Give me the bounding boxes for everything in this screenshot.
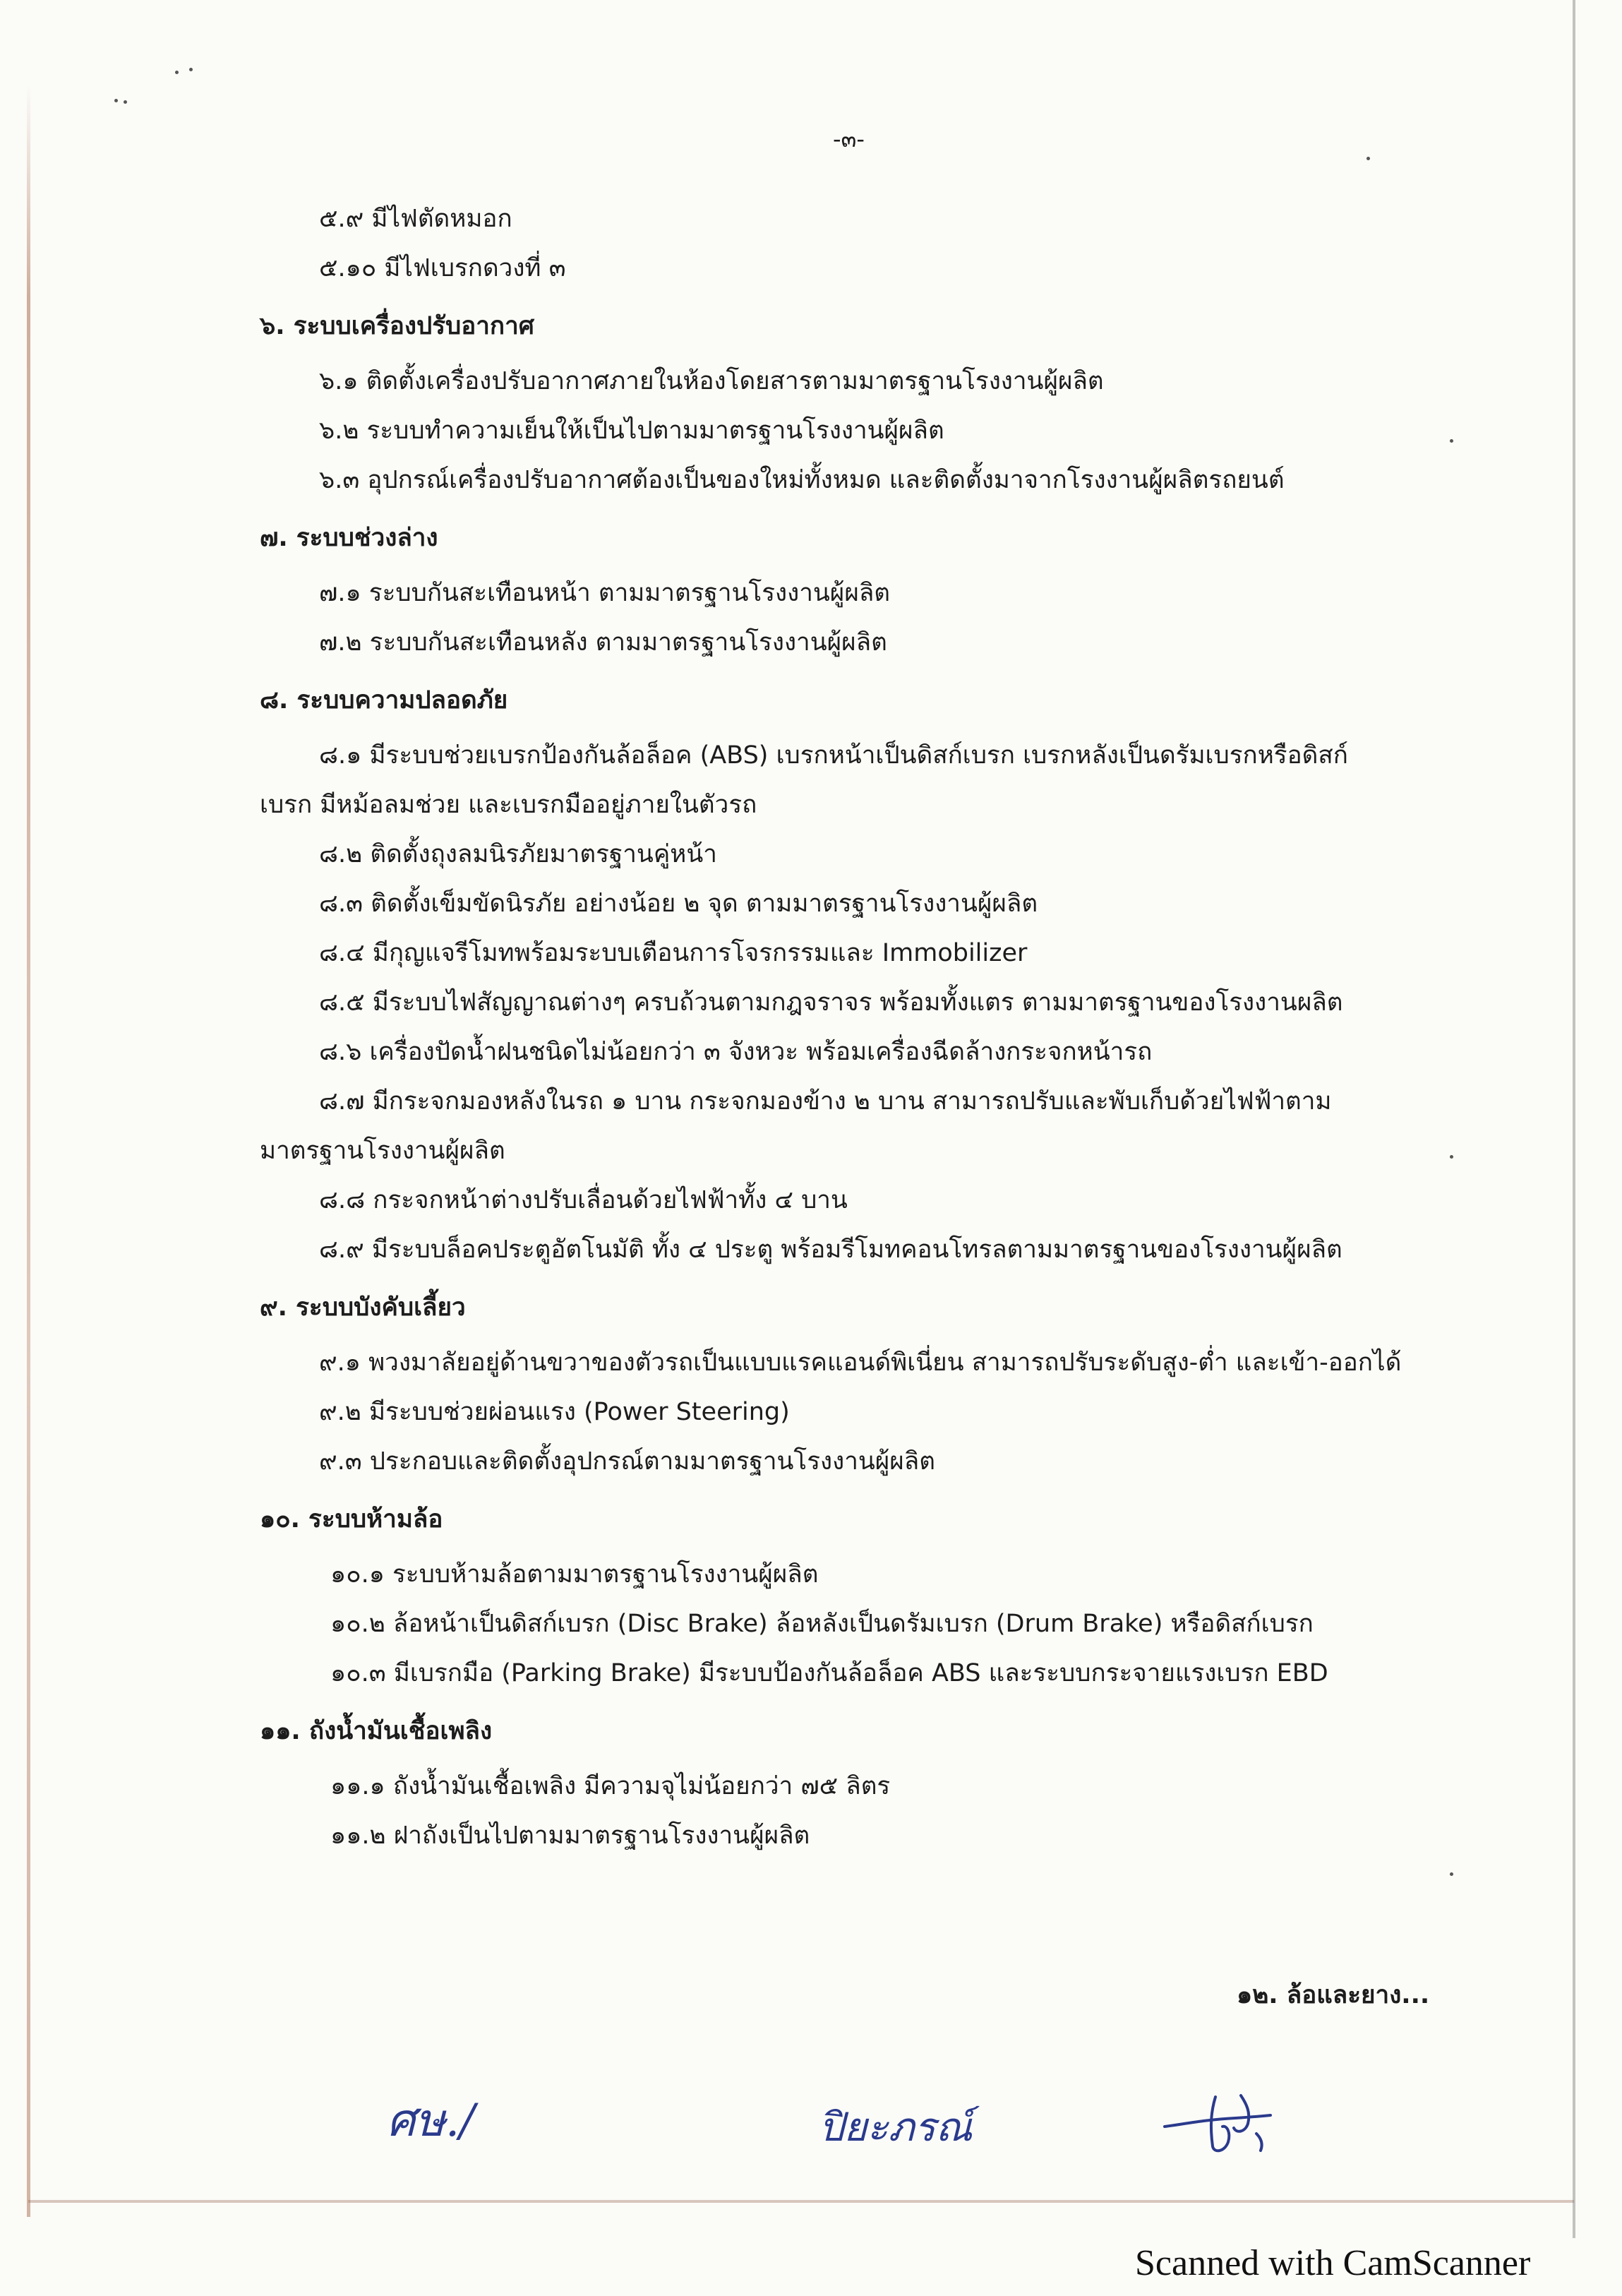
scan-speck (114, 99, 118, 102)
scan-speck (1450, 1155, 1453, 1159)
item-8-6: ๘.๖ เครื่องปัดน้ำฝนชนิดไม่น้อยกว่า ๓ จังหวะ พร้อมเครื่องฉีดล้างกระจกหน้ารถ (319, 1038, 1153, 1066)
item-8-8: ๘.๘ กระจกหน้าต่างปรับเลื่อนด้วยไฟฟ้าทั้ง ๔ บาน (319, 1186, 848, 1214)
scan-speck (1450, 439, 1453, 443)
item-9-3: ๙.๓ ประกอบและติดตั้งอุปกรณ์ตามมาตรฐานโรงงานผู้ผลิต (319, 1447, 935, 1476)
signature-2: ปิยะภรณ์ (819, 2105, 973, 2151)
item-8-9: ๘.๙ มีระบบล็อคประตูอัตโนมัติ ทั้ง ๔ ประตู พร้อมรีโมทคอนโทรลตามมาตรฐานของโรงงานผู้ผลิต (319, 1236, 1342, 1264)
item-9-1: ๙.๑ พวงมาลัยอยู่ด้านขวาของตัวรถเป็นแบบแรคแอนด์พิเนี่ยน สามารถปรับระดับสูง-ต่ำ และเข้า-ออกได้ (319, 1349, 1402, 1377)
item-7-1: ๗.๑ ระบบกันสะเทือนหน้า ตามมาตรฐานโรงงานผู้ผลิต (319, 579, 890, 607)
item-8-5: ๘.๕ มีระบบไฟสัญญาณต่างๆ ครบถ้วนตามกฎจราจร พร้อมทั้งแตร ตามมาตรฐานของโรงงานผลิต (319, 988, 1343, 1017)
item-7-2: ๗.๒ ระบบกันสะเทือนหลัง ตามมาตรฐานโรงงานผู้ผลิต (319, 628, 887, 657)
item-6-1: ๖.๑ ติดตั้งเครื่องปรับอากาศภายในห้องโดยสารตามมาตรฐานโรงงานผู้ผลิต (319, 367, 1104, 395)
signature-3-scribble (1158, 2083, 1285, 2160)
item-8-1-cont: เบรก มีหม้อลมช่วย และเบรกมืออยู่ภายในตัวรถ (260, 791, 757, 819)
section-8-heading: ๘. ระบบความปลอดภัย (260, 686, 508, 714)
item-10-3: ๑๐.๓ มีเบรกมือ (Parking Brake) มีระบบป้องกันล้อล็อค ABS และระบบกระจายแรงเบรก EBD (330, 1659, 1328, 1687)
item-5-9: ๕.๙ มีไฟตัดหมอก (319, 205, 512, 233)
scan-speck (1366, 157, 1370, 160)
section-6-heading: ๖. ระบบเครื่องปรับอากาศ (260, 312, 534, 340)
section-7-heading: ๗. ระบบช่วงล่าง (260, 524, 438, 552)
scan-edge-bottom (28, 2200, 1574, 2203)
item-8-7: ๘.๗ มีกระจกมองหลังในรถ ๑ บาน กระจกมองข้าง ๒ บาน สามารถปรับและพับเก็บด้วยไฟฟ้าตาม (319, 1087, 1332, 1116)
camscanner-watermark: Scanned with CamScanner (1135, 2243, 1531, 2283)
item-5-10: ๕.๑๐ มีไฟเบรกดวงที่ ๓ (319, 254, 566, 282)
item-8-2: ๘.๒ ติดตั้งถุงลมนิรภัยมาตรฐานคู่หน้า (319, 840, 717, 868)
scan-speck (189, 68, 193, 71)
item-8-4: ๘.๔ มีกุญแจรีโมทพร้อมระบบเตือนการโจรกรรมและ Immobilizer (319, 939, 1028, 967)
item-9-2: ๙.๒ มีระบบช่วยผ่อนแรง (Power Steering) (319, 1398, 790, 1426)
signature-3 (1158, 2083, 1285, 2160)
scan-edge-right (1573, 0, 1575, 2238)
item-10-1: ๑๐.๑ ระบบห้ามล้อตามมาตรฐานโรงงานผู้ผลิต (330, 1560, 819, 1589)
continuation-text: ๑๒. ล้อและยาง... (1237, 1981, 1430, 2009)
item-8-3: ๘.๓ ติดตั้งเข็มขัดนิรภัย อย่างน้อย ๒ จุด ตามมาตรฐานโรงงานผู้ผลิต (319, 890, 1038, 918)
scan-edge-left (27, 85, 30, 2217)
item-10-2: ๑๐.๒ ล้อหน้าเป็นดิสก์เบรก (Disc Brake) ล้อหลังเป็นดรัมเบรก (Drum Brake) หรือดิสก์เบรก (330, 1610, 1314, 1638)
signature-1: ศษ./ (387, 2095, 475, 2147)
scan-speck (1450, 1872, 1453, 1876)
section-11-heading: ๑๑. ถังน้ำมันเชื้อเพลิง (260, 1717, 493, 1745)
section-9-heading: ๙. ระบบบังคับเลี้ยว (260, 1293, 466, 1322)
item-8-7-cont: มาตรฐานโรงงานผู้ผลิต (260, 1137, 505, 1165)
item-11-1: ๑๑.๑ ถังน้ำมันเชื้อเพลิง มีความจุไม่น้อยกว่า ๗๕ ลิตร (330, 1772, 891, 1800)
page-number: -๓- (833, 126, 865, 153)
section-10-heading: ๑๐. ระบบห้ามล้อ (260, 1505, 443, 1533)
item-11-2: ๑๑.๒ ฝาถังเป็นไปตามมาตรฐานโรงงานผู้ผลิต (330, 1822, 810, 1850)
item-6-3: ๖.๓ อุปกรณ์เครื่องปรับอากาศต้องเป็นของใหม่ทั้งหมด และติดตั้งมาจากโรงงานผู้ผลิตรถยนต์ (319, 466, 1285, 494)
item-8-1: ๘.๑ มีระบบช่วยเบรกป้องกันล้อล็อค (ABS) เบรกหน้าเป็นดิสก์เบรก เบรกหลังเป็นดรัมเบรกหรือดิสก์ (319, 741, 1348, 770)
scan-speck (124, 100, 127, 104)
scan-speck (175, 71, 179, 74)
item-6-2: ๖.๒ ระบบทำความเย็นให้เป็นไปตามมาตรฐานโรงงานผู้ผลิต (319, 417, 944, 445)
